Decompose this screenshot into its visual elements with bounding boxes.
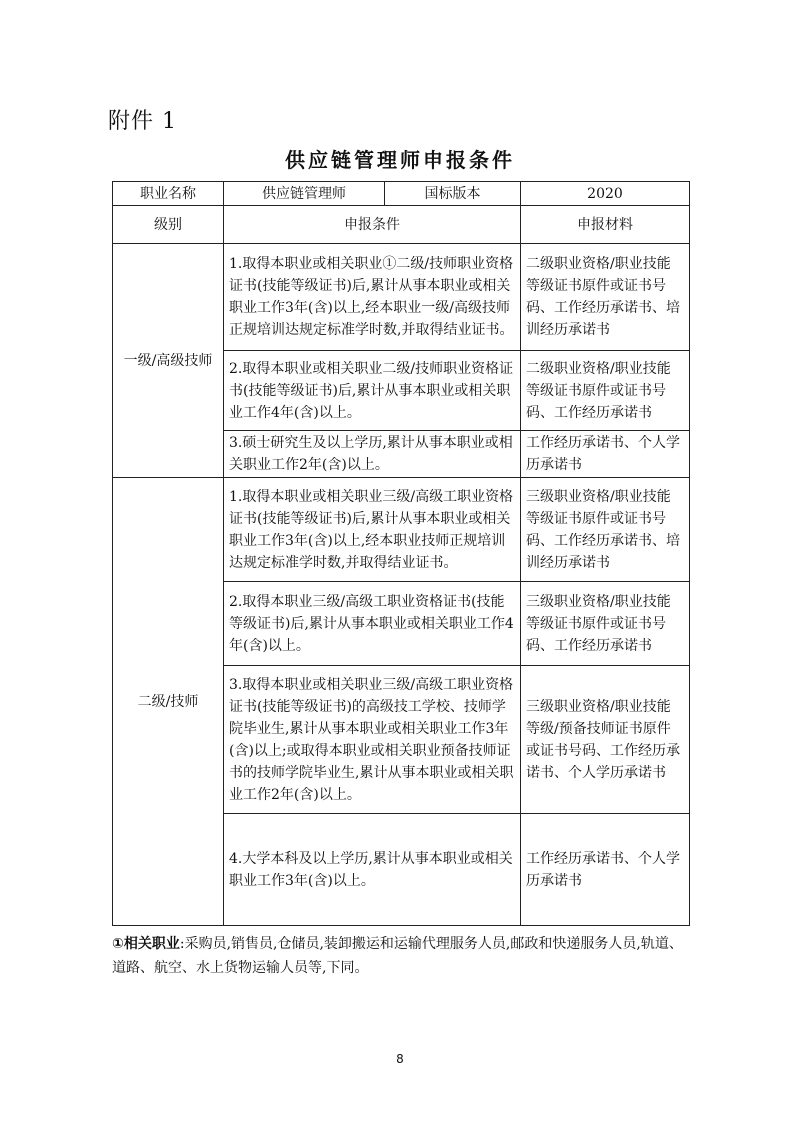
condition-cell: 2.取得本职业三级/高级工职业资格证书(技能等级证书)后,累计从事本职业或相关职业工作4年(含)以上。 [224, 582, 521, 666]
footnote [112, 932, 692, 980]
material-cell: 工作经历承诺书、个人学历承诺书 [521, 814, 690, 926]
page-number: 8 [396, 1052, 404, 1066]
requirements-table [112, 181, 690, 926]
material-cell: 三级职业资格/职业技能等级证书原件或证书号码、工作经历承诺书 [521, 582, 690, 666]
footnote-text: :采购员,销售员,仓储员,装卸搬运和运输代理服务人员,邮政和快递服务人员,轨道、道路、航空、水上货物运输人员等,下同。 [112, 936, 683, 976]
occupation-name-label: 职业名称 [113, 182, 224, 206]
material-cell: 工作经历承诺书、个人学历承诺书 [521, 431, 690, 478]
column-header-level: 级别 [113, 206, 224, 244]
occupation-name: 供应链管理师 [224, 182, 385, 206]
level-cell: 一级/高级技师 [113, 244, 224, 478]
level-cell: 二级/技师 [113, 478, 224, 926]
table-row [113, 182, 690, 206]
table-row [113, 478, 690, 582]
table-row [113, 206, 690, 244]
condition-cell: 3.取得本职业或相关职业三级/高级工职业资格证书(技能等级证书)的高级技工学校、技师学院毕业生,累计从事本职业或相关职业工作3年(含)以上;或取得本职业或相关职业预备技师证书的技师学院毕业生,累计从事本职业或相关职业工作2年(含)以上。 [224, 666, 521, 814]
table-row [113, 244, 690, 351]
material-cell: 三级职业资格/职业技能等级/预备技师证书原件或证书号码、工作经历承诺书、个人学历承诺书 [521, 666, 690, 814]
material-cell: 三级职业资格/职业技能等级证书原件或证书号码、工作经历承诺书、培训经历承诺书 [521, 478, 690, 582]
footnote-label: ①相关职业 [112, 936, 180, 952]
material-cell: 二级职业资格/职业技能等级证书原件或证书号码、工作经历承诺书、培训经历承诺书 [521, 244, 690, 351]
column-header-conditions: 申报条件 [224, 206, 521, 244]
standard-label: 国标版本 [385, 182, 521, 206]
condition-cell: 2.取得本职业或相关职业二级/技师职业资格证书(技能等级证书)后,累计从事本职业或相关职业工作4年(含)以上。 [224, 351, 521, 431]
page-title: 供应链管理师申报条件 [285, 148, 515, 172]
attachment-label: 附件 1 [108, 109, 177, 134]
condition-cell: 3.硕士研究生及以上学历,累计从事本职业或相关职业工作2年(含)以上。 [224, 431, 521, 478]
condition-cell: 4.大学本科及以上学历,累计从事本职业或相关职业工作3年(含)以上。 [224, 814, 521, 926]
standard-year: 2020 [521, 182, 690, 206]
condition-cell: 1.取得本职业或相关职业三级/高级工职业资格证书(技能等级证书)后,累计从事本职业或相关职业工作3年(含)以上,经本职业技师正规培训达规定标准学时数,并取得结业证书。 [224, 478, 521, 582]
condition-cell: 1.取得本职业或相关职业①二级/技师职业资格证书(技能等级证书)后,累计从事本职业或相关职业工作3年(含)以上,经本职业一级/高级技师正规培训达规定标准学时数,并取得结业证书。 [224, 244, 521, 351]
material-cell: 二级职业资格/职业技能等级证书原件或证书号码、工作经历承诺书 [521, 351, 690, 431]
column-header-materials: 申报材料 [521, 206, 690, 244]
